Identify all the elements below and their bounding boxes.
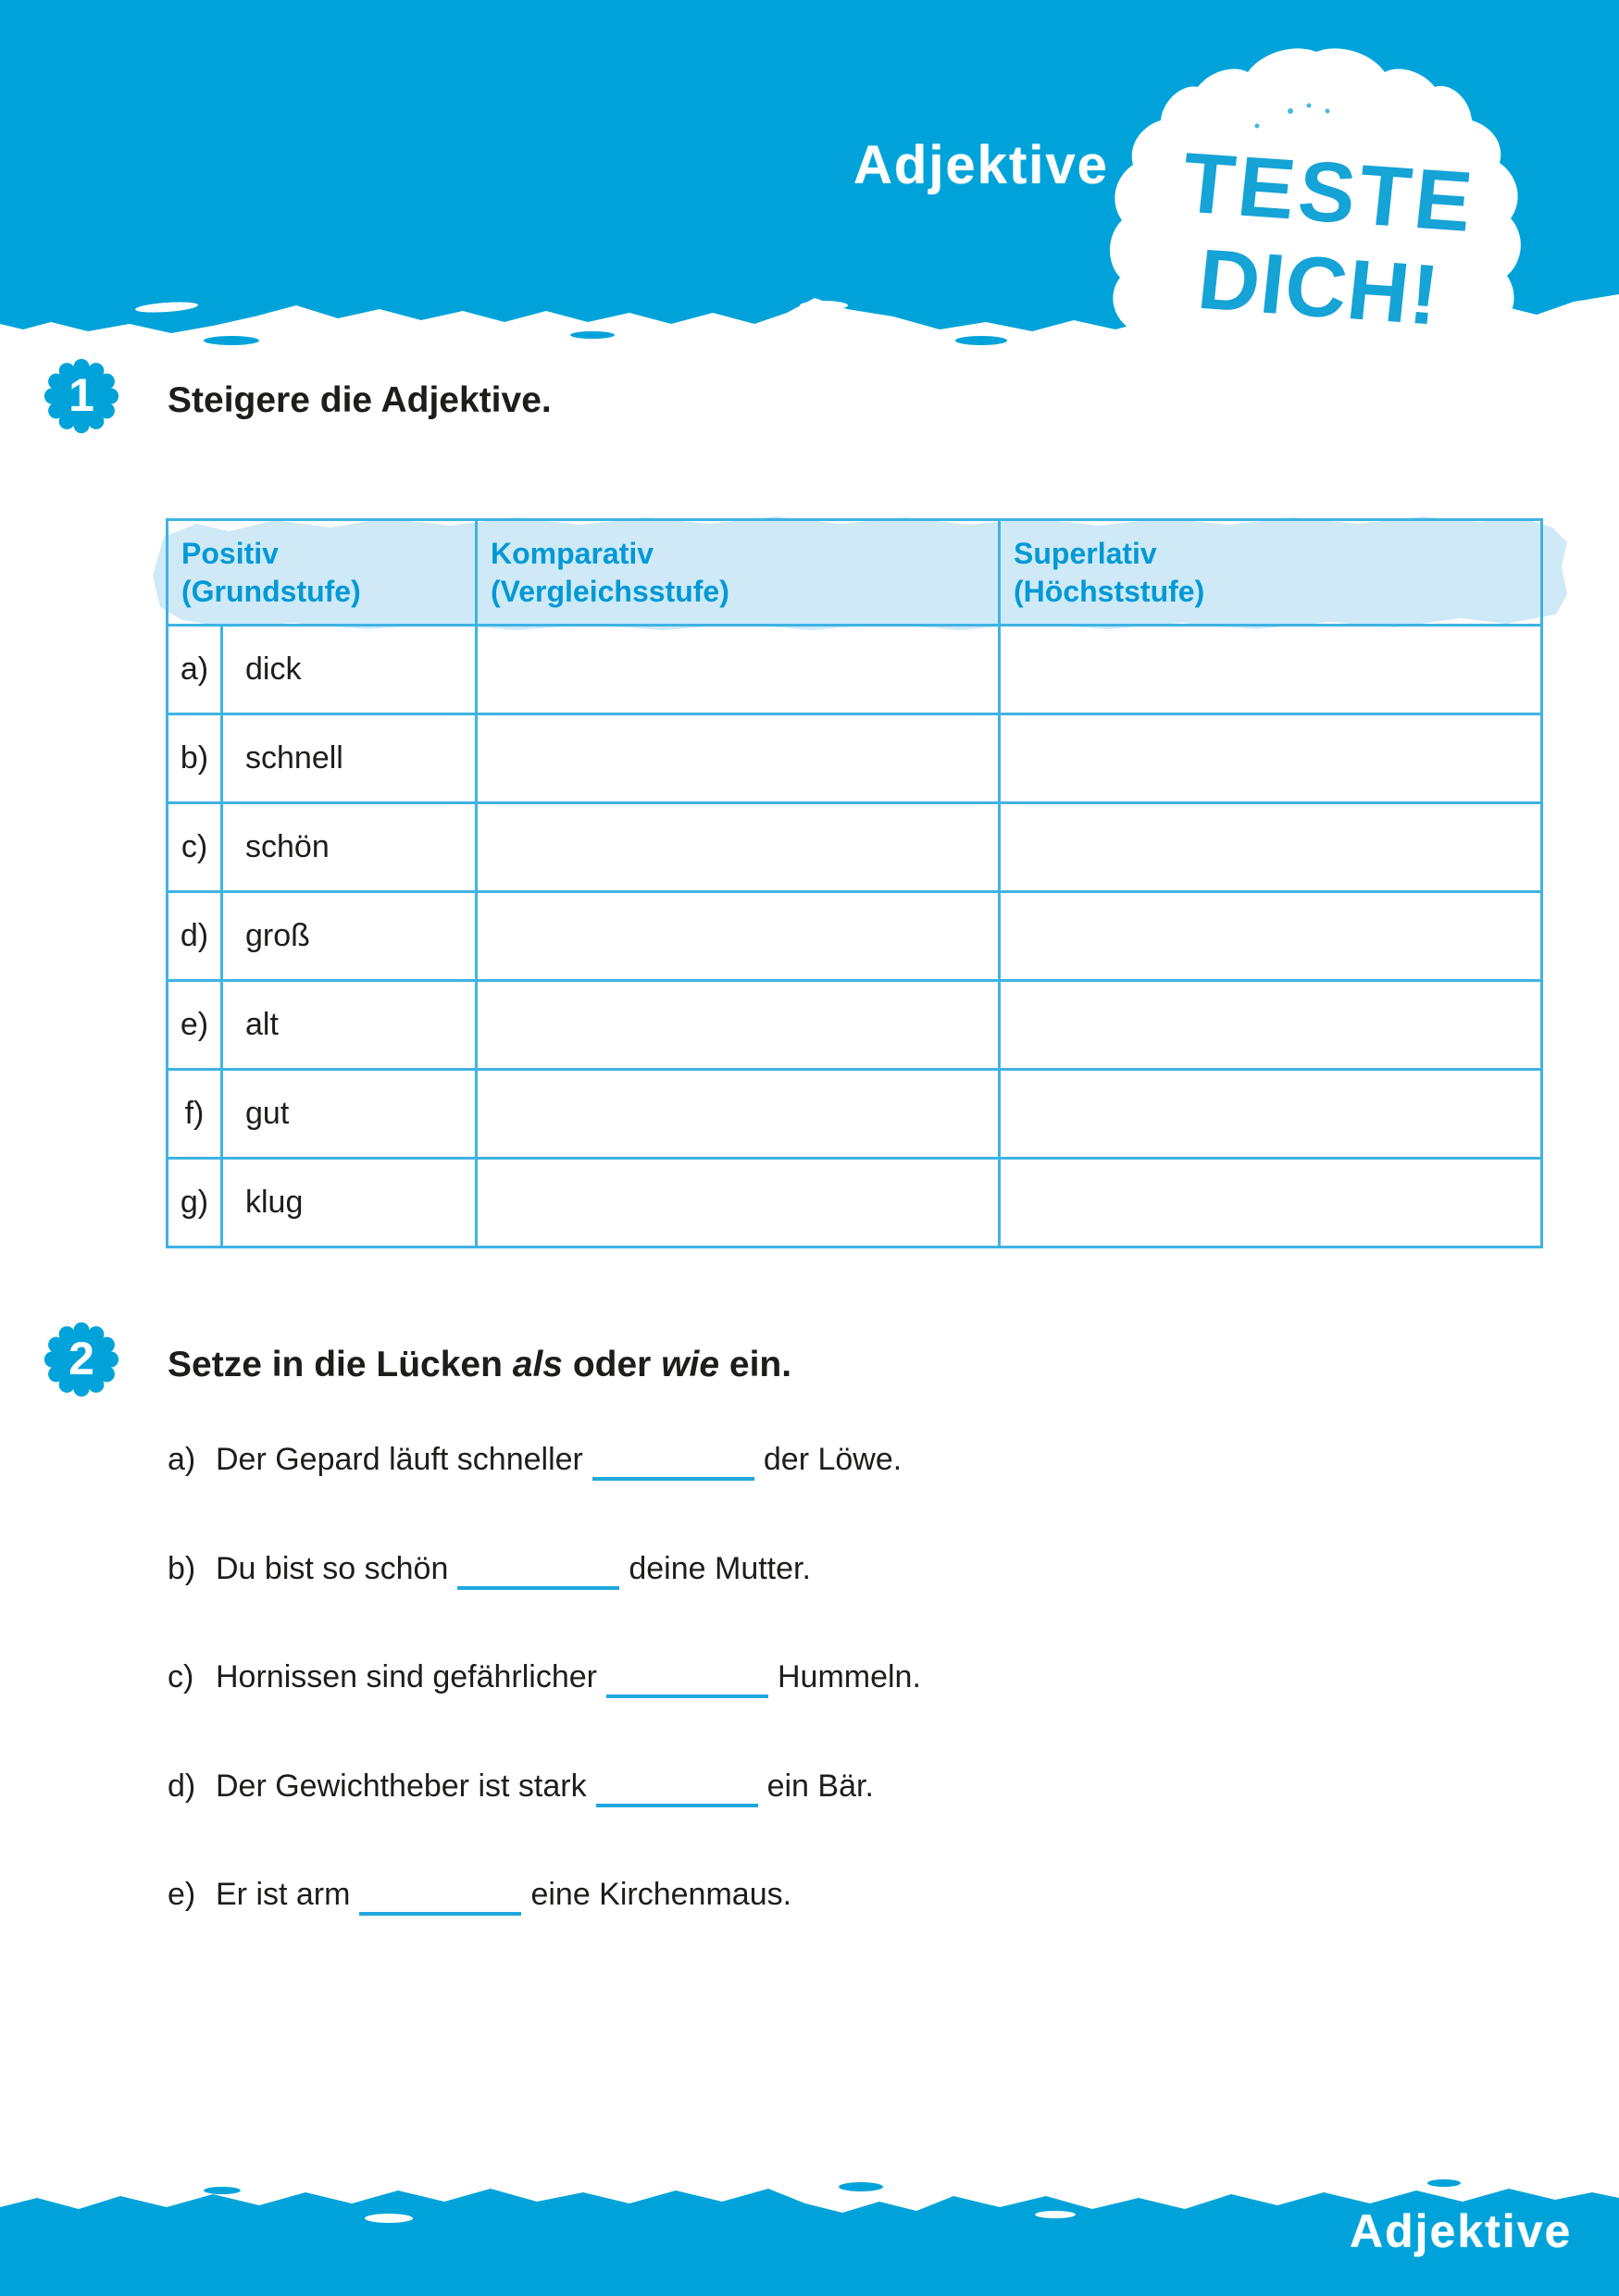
exercise-1-badge	[42, 356, 121, 436]
footer-label: Adjektive	[1350, 2205, 1573, 2257]
superlativ-answer-cell[interactable]	[1000, 1070, 1542, 1159]
blank-field[interactable]	[606, 1663, 768, 1698]
sentence-row	[168, 1767, 1482, 1876]
row-letter: c)	[168, 803, 222, 892]
exercise-1-number: 1	[68, 369, 94, 421]
col-header-positiv	[168, 520, 477, 626]
table-row	[168, 1159, 1542, 1247]
sentence-after: ein Bär.	[766, 1768, 874, 1804]
sentence-text	[216, 1657, 921, 1767]
table-row	[168, 892, 1542, 981]
sentence-letter: c)	[168, 1659, 194, 1694]
table-header-row	[168, 520, 1542, 626]
title-italic-wie: wie	[661, 1345, 720, 1384]
table-row	[168, 803, 1542, 892]
table-row	[168, 1070, 1542, 1159]
col-header-komparativ	[477, 520, 1000, 626]
superlativ-answer-cell[interactable]	[1000, 1159, 1542, 1247]
table-row	[168, 626, 1542, 714]
row-word: dick	[222, 626, 477, 714]
col-subtitle: (Vergleichsstufe)	[491, 574, 729, 608]
komparativ-answer-cell[interactable]	[477, 1159, 1000, 1247]
komparativ-answer-cell[interactable]	[477, 1070, 1000, 1159]
row-letter: e)	[168, 981, 222, 1070]
blank-field[interactable]	[359, 1880, 521, 1916]
row-word: schnell	[222, 714, 477, 803]
col-title: Komparativ	[491, 536, 654, 570]
page-title: Adjektive	[853, 135, 1109, 195]
sentence-row	[168, 1657, 1482, 1767]
row-letter: b)	[168, 714, 222, 803]
exercise-2-badge	[42, 1320, 121, 1399]
sentence-letter: a)	[168, 1442, 196, 1477]
sentence-row	[168, 1440, 1482, 1549]
superlativ-answer-cell[interactable]	[1000, 803, 1542, 892]
sentence-before: Der Gepard läuft schneller	[216, 1442, 583, 1477]
sentence-after: Hummeln.	[777, 1659, 921, 1694]
sentence-row	[168, 1875, 1482, 1984]
exercise-1-title: Steigere die Adjektive.	[168, 380, 552, 420]
sentence-text	[216, 1875, 791, 1984]
komparativ-answer-cell[interactable]	[477, 626, 1000, 714]
sentence-before: Du bist so schön	[216, 1550, 449, 1586]
superlativ-answer-cell[interactable]	[1000, 981, 1542, 1070]
sentence-row	[168, 1549, 1482, 1658]
sentence-text	[216, 1767, 874, 1876]
col-header-superlativ	[1000, 520, 1542, 626]
title-text: Setze in die Lücken	[168, 1345, 513, 1384]
table-row	[168, 981, 1542, 1070]
comparison-table-wrap	[166, 518, 1540, 1248]
teste-dich-text	[1139, 134, 1510, 349]
col-subtitle: (Höchststufe)	[1014, 574, 1205, 608]
teste-line: TESTE	[1177, 135, 1480, 251]
col-title: Superlativ	[1014, 536, 1157, 570]
superlativ-answer-cell[interactable]	[1000, 892, 1542, 981]
row-word: alt	[222, 981, 477, 1070]
komparativ-answer-cell[interactable]	[477, 803, 1000, 892]
fill-in-sentences	[168, 1440, 1482, 1984]
dich-line: DICH!	[1193, 231, 1445, 343]
adjective-table	[166, 518, 1543, 1248]
row-letter: g)	[168, 1159, 222, 1247]
row-letter: d)	[168, 892, 222, 981]
sentence-text	[216, 1549, 811, 1658]
sentence-before: Der Gewichtheber ist stark	[216, 1768, 587, 1804]
row-word: groß	[222, 892, 477, 981]
title-text: oder	[563, 1345, 662, 1384]
row-word: schön	[222, 803, 477, 892]
title-text: ein.	[719, 1345, 792, 1384]
sentence-letter: b)	[168, 1550, 196, 1586]
sentence-letter: d)	[168, 1768, 196, 1804]
sentence-after: eine Kirchenmaus.	[530, 1877, 792, 1912]
komparativ-answer-cell[interactable]	[477, 714, 1000, 803]
row-word: gut	[222, 1070, 477, 1159]
superlativ-answer-cell[interactable]	[1000, 626, 1542, 714]
exercise-2-number: 2	[68, 1333, 94, 1384]
sentence-before: Er ist arm	[216, 1877, 351, 1912]
blank-field[interactable]	[596, 1772, 758, 1807]
row-letter: a)	[168, 626, 222, 714]
row-word: klug	[222, 1159, 477, 1247]
sentence-before: Hornissen sind gefährlicher	[216, 1659, 597, 1694]
superlativ-answer-cell[interactable]	[1000, 714, 1542, 803]
sentence-letter: e)	[168, 1877, 196, 1912]
table-row	[168, 714, 1542, 803]
col-subtitle: (Grundstufe)	[181, 574, 361, 608]
sentence-after: deine Mutter.	[629, 1550, 811, 1586]
komparativ-answer-cell[interactable]	[477, 892, 1000, 981]
col-title: Positiv	[181, 536, 279, 570]
row-letter: f)	[168, 1070, 222, 1159]
komparativ-answer-cell[interactable]	[477, 981, 1000, 1070]
sentence-text	[216, 1440, 902, 1549]
blank-field[interactable]	[592, 1446, 754, 1481]
title-italic-als: als	[512, 1345, 563, 1384]
sentence-after: der Löwe.	[763, 1442, 903, 1477]
exercise-2-title	[168, 1344, 791, 1386]
blank-field[interactable]	[457, 1555, 619, 1590]
